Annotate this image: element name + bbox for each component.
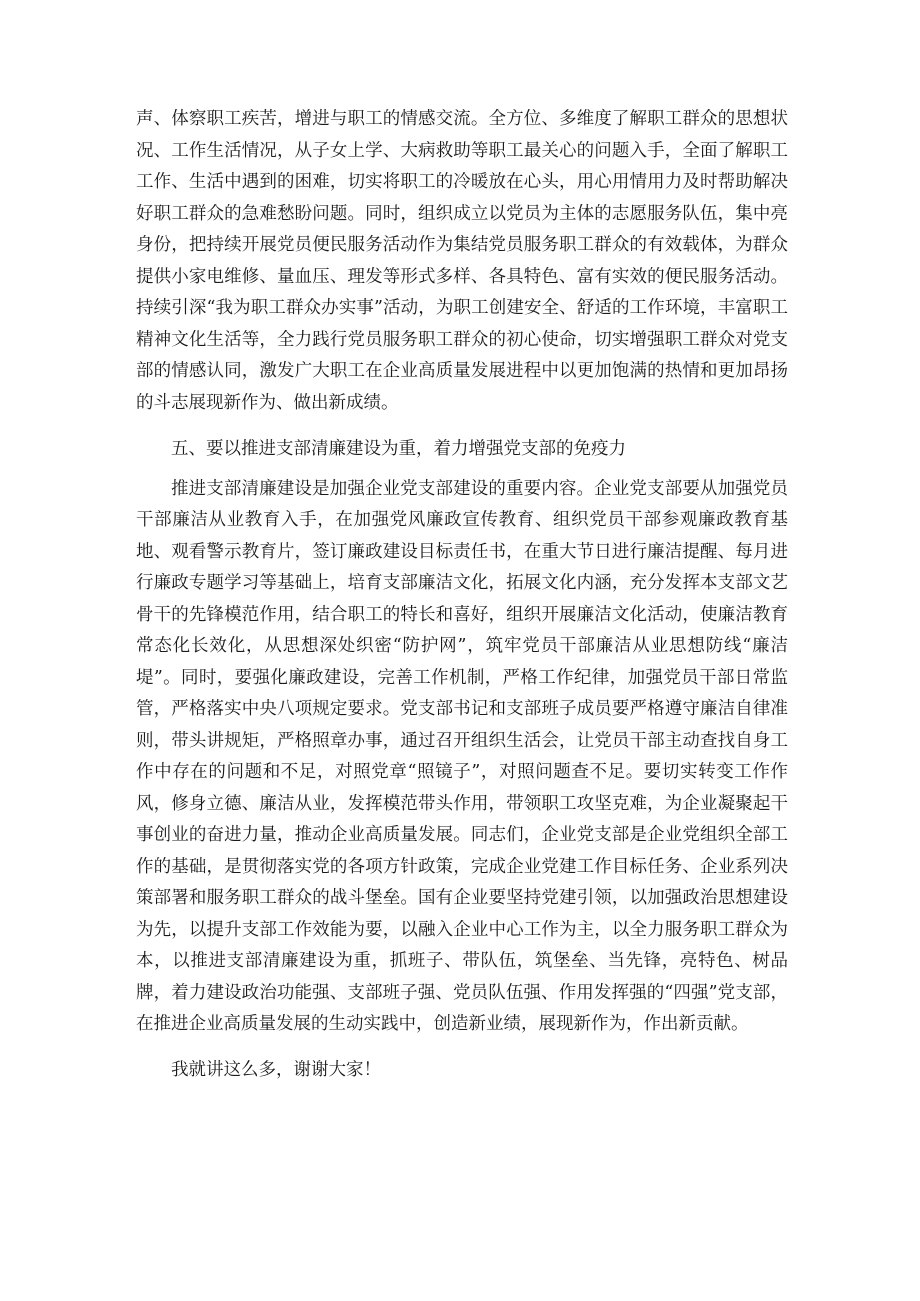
- body-paragraph-continued: 声、体察职工疾苦，增进与职工的情感交流。全方位、多维度了解职工群众的思想状况、工作生活情况，从子女上学、大病救助等职工最关心的问题入手，全面了解职工工作、生活中遇到的困难，切实将职工的冷暖放在心头，用心用情用力及时帮助解决好职工群众的急难愁盼问题。同时，组织成立以党员为主体的志愿服务队伍，集中亮身份，把持续开展党员便民服务活动作为集结党员服务职工群众的有效载体，为群众提供小家电维修、量血压、理发等形式多样、各具特色、富有实效的便民服务活动。持续引深“我为职工群众办实事”活动，为职工创建安全、舒适的工作环境，丰富职工精神文化生活等，全力践行党员服务职工群众的初心使命，切实增强职工群众对党支部的情感认同，激发广大职工在企业高质量发展进程中以更加饱满的热情和更加昂扬的斗志展现新作为、做出新成绩。: [136, 109, 788, 413]
- body-paragraph: 推进支部清廉建设是加强企业党支部建设的重要内容。企业党支部要从加强党员干部廉洁从业教育入手，在加强党风廉政宣传教育、组织党员干部参观廉政教育基地、观看警示教育片，签订廉政建设目标责任书，在重大节日进行廉洁提醒、每月进行廉政专题学习等基础上，培育支部廉洁文化，拓展文化内涵，充分发挥本支部文艺骨干的先锋模范作用，结合职工的特长和喜好，组织开展廉洁文化活动，使廉洁教育常态化长效化，从思想深处织密“防护网”，筑牢党员干部廉洁从业思想防线“廉洁堤”。同时，要强化廉政建设，完善工作机制，严格工作纪律，加强党员干部日常监管，严格落实中央八项规定要求。党支部书记和支部班子成员要严格遵守廉洁自律准则，带头讲规矩，严格照章办事，通过召开组织生活会，让党员干部主动查找自身工作中存在的问题和不足，对照党章“照镜子”，对照问题查不足。要切实转变工作作风，修身立德、廉洁从业，发挥模范带头作用，带领职工攻坚克难，为企业凝聚起干事创业的奋进力量，推动企业高质量发展。同志们，企业党支部是企业党组织全部工作的基础，是贯彻落实党的各项方针政策，完成企业党建工作目标任务、企业系列决策部署和服务职工群众的战斗堡垒。国有企业要坚持党建引领，以加强政治思想建设为先，以提升支部工作效能为要，以融入企业中心工作为主，以全力服务职工群众为本，以推进支部清廉建设为重，抓班子、带队伍，筑堡垒、当先锋，亮特色、树品牌，着力建设政治功能强、支部班子强、党员队伍强、作用发挥强的“四强”党支部，在推进企业高质量发展的生动实践中，创造新业绩，展现新作为，作出新贡献。: [136, 478, 788, 1034]
- closing-remark: 我就讲这么多，谢谢大家！: [171, 1059, 381, 1080]
- section-heading: 五、要以推进支部清廉建设为重，着力增强党支部的免疫力: [171, 439, 626, 459]
- document-body: [136, 104, 788, 1086]
